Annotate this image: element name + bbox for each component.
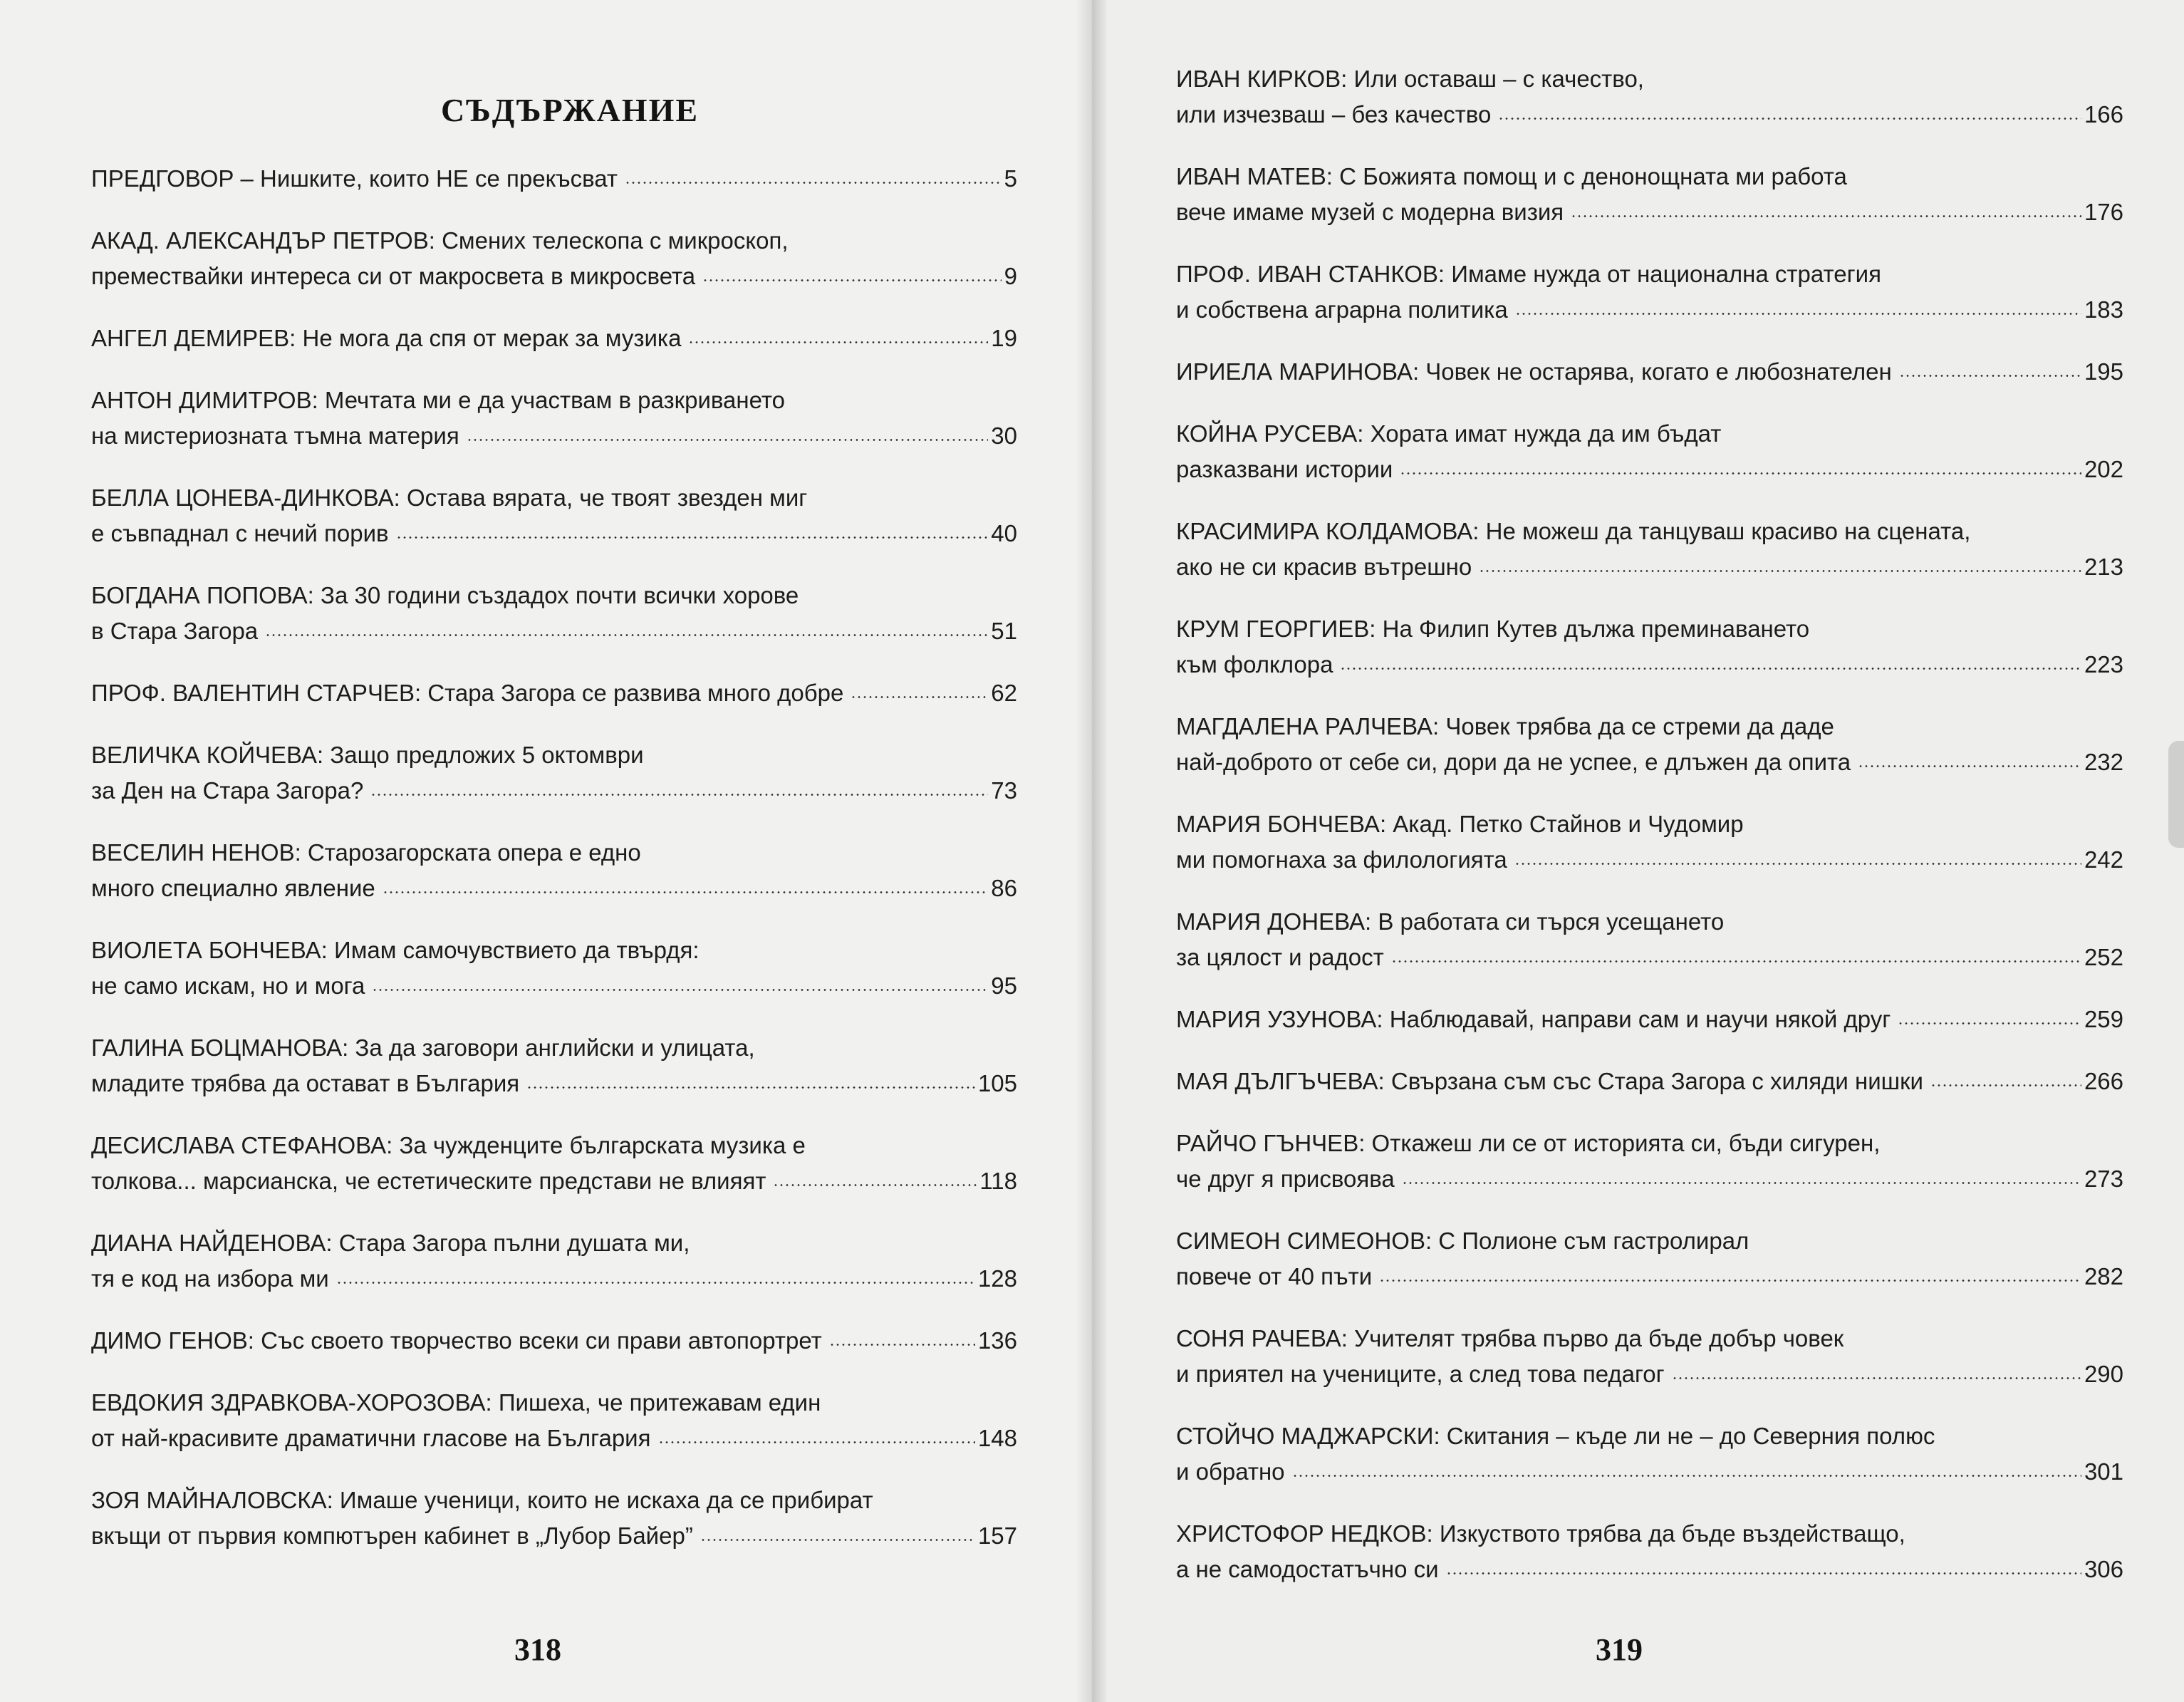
dot-leader <box>1672 1377 2081 1379</box>
toc-entry <box>1176 159 2123 230</box>
toc-entry-line <box>91 968 1017 1004</box>
dot-leader <box>1898 1022 2081 1024</box>
toc-entry-title: МАРИЯ БОНЧЕВА: Акад. Петко Стайнов и Чудомир <box>1176 811 1744 837</box>
toc-entry-line <box>91 383 1017 418</box>
dot-leader <box>1402 1182 2081 1184</box>
toc-entry-title: за цялост и радост <box>1176 944 1384 970</box>
toc-entry-line <box>91 1518 1017 1554</box>
toc-entry-title: и обратно <box>1176 1458 1285 1485</box>
toc-entry-title: ЕВДОКИЯ ЗДРАВКОВА-ХОРОЗОВА: Пишеха, че притежавам един <box>91 1389 821 1416</box>
toc-entry-page: 306 <box>2084 1556 2123 1582</box>
dot-leader <box>1400 472 2081 474</box>
toc-entry-line <box>1176 416 2123 452</box>
toc-entry-title: МАРИЯ УЗУНОВА: Наблюдавай, направи сам и научи някой друг <box>1176 1006 1891 1032</box>
toc-entry-line <box>91 675 1017 711</box>
toc-entry-line <box>91 1483 1017 1518</box>
toc-entry-title: ПРЕДГОВОР – Нишките, които НЕ се прекъсват <box>91 165 618 192</box>
toc-entry-line <box>1176 806 2123 842</box>
toc-entry <box>1176 514 2123 585</box>
toc-entry-page: 118 <box>979 1168 1017 1194</box>
toc-entry-line <box>91 1163 1017 1199</box>
dot-leader <box>702 279 1002 281</box>
right-page <box>1092 0 2184 1702</box>
toc-entry <box>1176 1002 2123 1037</box>
toc-entry-line <box>91 578 1017 613</box>
toc-entry-page: 5 <box>1004 165 1017 192</box>
toc-entry-line <box>91 773 1017 809</box>
toc-entry-title: БОГДАНА ПОПОВА: За 30 години създадох почти всички хорове <box>91 582 799 608</box>
toc-entry-line <box>91 871 1017 906</box>
toc-entry-page: 202 <box>2084 456 2123 482</box>
toc-entry <box>1176 354 2123 390</box>
toc-entry-title: МАЯ ДЪЛГЪЧЕВА: Свързана съм със Стара Загора с хиляди нишки <box>1176 1068 1923 1094</box>
toc-entry-page: 176 <box>2084 199 2123 225</box>
toc-entry-title: и приятел на учениците, а след това педагог <box>1176 1361 1665 1387</box>
toc-entry-title: ако не си красив вътрешно <box>1176 554 1472 580</box>
toc-entry-title: на мистериозната тъмна материя <box>91 422 459 449</box>
toc-entry-title: КРУМ ГЕОРГИЕВ: На Филип Кутев дължа преминаването <box>1176 616 1810 642</box>
toc-entry-page: 86 <box>991 875 1017 901</box>
toc-entry <box>91 161 1017 197</box>
toc-entry <box>91 1225 1017 1297</box>
toc-entry-page: 252 <box>2084 944 2123 970</box>
toc-entry <box>91 835 1017 906</box>
dot-leader <box>467 439 989 441</box>
toc-entry-page: 232 <box>2084 749 2123 775</box>
toc-entry-title: е съвпаднал с нечий порив <box>91 520 389 546</box>
toc-entry-title: разказвани истории <box>1176 456 1393 482</box>
dot-leader <box>396 536 989 539</box>
toc-entry-title: ИВАН КИРКОВ: Или оставаш – с качество, <box>1176 66 1644 92</box>
toc-entry <box>91 578 1017 649</box>
toc-entry <box>1176 904 2123 975</box>
toc-entry <box>91 737 1017 809</box>
toc-entry-line <box>1176 904 2123 940</box>
toc-entry-line <box>91 835 1017 871</box>
toc-entry <box>1176 1321 2123 1392</box>
toc-entry-page: 40 <box>991 520 1017 546</box>
toc-entry-page: 95 <box>991 972 1017 999</box>
dot-leader <box>851 696 988 698</box>
toc-entry-title: или изчезваш – без качество <box>1176 101 1492 128</box>
toc-entry-line <box>1176 1002 2123 1037</box>
toc-entry-page: 136 <box>977 1327 1017 1354</box>
toc-entry-title: КРАСИМИРА КОЛДАМОВА: Не можеш да танцуваш красиво на сцената, <box>1176 518 1971 544</box>
toc-entry <box>91 1385 1017 1456</box>
toc-entry-page: 51 <box>991 618 1017 644</box>
toc-entry-title: СОНЯ РАЧЕВА: Учителят трябва първо да бъде добър човек <box>1176 1325 1844 1351</box>
toc-entry-title: много специално явление <box>91 875 375 901</box>
toc-entry <box>91 480 1017 551</box>
toc-entry-title: КОЙНА РУСЕВА: Хората имат нужда да им бъдат <box>1176 420 1722 447</box>
toc-entry-line <box>91 418 1017 454</box>
toc-entry-page: 195 <box>2084 358 2123 385</box>
toc-entry-line <box>1176 611 2123 647</box>
toc-entry-page: 266 <box>2084 1068 2123 1094</box>
toc-entry <box>91 1128 1017 1199</box>
toc-entry-line <box>1176 452 2123 487</box>
toc-entry-title: ЗОЯ МАЙНАЛОВСКА: Имаше ученици, които не искаха да се прибират <box>91 1487 873 1513</box>
toc-entry-title: МАГДАЛЕНА РАЛЧЕВА: Човек трябва да се стреми да даде <box>1176 713 1834 740</box>
toc-entry-line <box>1176 1126 2123 1161</box>
page-number-right: 319 <box>1596 1632 1643 1667</box>
dot-leader <box>526 1086 975 1089</box>
toc-entry <box>91 321 1017 356</box>
dot-leader <box>1479 570 2081 572</box>
toc-entry-title: и собствена аграрна политика <box>1176 296 1508 323</box>
toc-entry-line <box>1176 1356 2123 1392</box>
toc-entry-line <box>1176 159 2123 194</box>
toc-entry-line <box>1176 1418 2123 1454</box>
toc-entry-line <box>1176 1552 2123 1587</box>
toc-entry <box>1176 611 2123 683</box>
toc-entry-title: ВИОЛЕТА БОНЧЕВА: Имам самочувствието да твърдя: <box>91 937 700 963</box>
dot-leader <box>700 1539 975 1541</box>
toc-entry-line <box>91 933 1017 968</box>
toc-entry-title: АНТОН ДИМИТРОВ: Мечтата ми е да участвам в разкриването <box>91 387 785 413</box>
toc-entry <box>91 675 1017 711</box>
toc-entry-line <box>91 1385 1017 1421</box>
toc-entry-title: в Стара Загора <box>91 618 259 644</box>
dot-leader <box>688 341 988 343</box>
toc-entry-page: 166 <box>2084 101 2123 128</box>
toc-entry-title: не само искам, но и мога <box>91 972 365 999</box>
dot-leader <box>383 891 989 893</box>
toc-entry-line <box>91 259 1017 294</box>
dot-leader <box>1391 960 2081 962</box>
toc-entry-line <box>91 613 1017 649</box>
toc-entry-title: към фолклора <box>1176 651 1333 678</box>
toc-entry-title: РАЙЧО ГЪНЧЕВ: Откажеш ли се от историята си, бъди сигурен, <box>1176 1130 1881 1156</box>
toc-entry-line <box>1176 1259 2123 1294</box>
toc-entry-title: ДЕСИСЛАВА СТЕФАНОВА: За чужденците българската музика е <box>91 1132 806 1158</box>
toc-entry <box>1176 1223 2123 1294</box>
dot-leader <box>1858 765 2081 767</box>
toc-entry-title: премествайки интереса си от макросвета в микросвета <box>91 263 696 289</box>
toc-entry-line <box>91 480 1017 516</box>
toc-entry-title: повече от 40 пъти <box>1176 1263 1373 1290</box>
dot-leader <box>625 182 1002 184</box>
toc-entry-title: ИВАН МАТЕВ: С Божията помощ и с денонощната ми работа <box>1176 163 1847 190</box>
toc-entry-title: а не самодостатъчно си <box>1176 1556 1439 1582</box>
toc-entry <box>1176 1064 2123 1099</box>
dot-leader <box>1446 1572 2081 1574</box>
toc-entry-title: ПРОФ. ВАЛЕНТИН СТАРЧЕВ: Стара Загора се развива много добре <box>91 680 844 706</box>
toc-entry-page: 105 <box>977 1070 1017 1096</box>
toc-entry-line <box>91 161 1017 197</box>
dot-leader <box>1571 215 2081 217</box>
toc-entry-line <box>1176 292 2123 328</box>
toc-entry <box>1176 256 2123 328</box>
toc-entry-line <box>91 516 1017 551</box>
toc-entry-page: 273 <box>2084 1166 2123 1192</box>
toc-entry <box>1176 1516 2123 1587</box>
toc-entry-page: 9 <box>1004 263 1017 289</box>
toc-entry-title: ми помогнаха за филологията <box>1176 846 1507 873</box>
toc-entry-line <box>91 1030 1017 1066</box>
dot-leader <box>1899 375 2081 377</box>
toc-entry-line <box>91 1421 1017 1456</box>
toc-entry-line <box>1176 647 2123 683</box>
toc-entry-line <box>1176 842 2123 878</box>
toc-entry-page: 301 <box>2084 1458 2123 1485</box>
toc-entry-page: 282 <box>2084 1263 2123 1290</box>
toc-entry <box>1176 1418 2123 1490</box>
dot-leader <box>1930 1084 2081 1086</box>
toc-entry-line <box>91 1128 1017 1163</box>
toc-entry-page: 223 <box>2084 651 2123 678</box>
toc-entry-line <box>91 1066 1017 1101</box>
toc-entry-title: ИРИЕЛА МАРИНОВА: Човек не остарява, когато е любознателен <box>1176 358 1892 385</box>
toc-entry-line <box>1176 940 2123 975</box>
toc-entry-title: най-доброто от себе си, дори да не успее, е длъжен да опита <box>1176 749 1851 775</box>
toc-entry-title: ГАЛИНА БОЦМАНОВА: За да заговори английски и улицата, <box>91 1034 755 1061</box>
toc-list-left <box>91 161 1017 1580</box>
toc-entry-title: СИМЕОН СИМЕОНОВ: С Полионе съм гастролирал <box>1176 1228 1749 1254</box>
toc-entry-title: ПРОФ. ИВАН СТАНКОВ: Имаме нужда от национална стратегия <box>1176 261 1881 287</box>
toc-entry-title: вече имаме музей с модерна визия <box>1176 199 1564 225</box>
toc-entry <box>91 223 1017 294</box>
toc-entry-line <box>1176 354 2123 390</box>
toc-entry-line <box>1176 549 2123 585</box>
toc-entry <box>1176 709 2123 780</box>
dot-leader <box>1515 313 2081 315</box>
toc-entry-page: 73 <box>991 777 1017 804</box>
toc-entry-page: 259 <box>2084 1006 2123 1032</box>
toc-entry-title: вкъщи от първия компютърен кабинет в „Лубор Байер” <box>91 1522 693 1549</box>
toc-entry-page: 183 <box>2084 296 2123 323</box>
toc-entry-line <box>91 1323 1017 1359</box>
toc-entry-line <box>1176 1161 2123 1197</box>
toc-entry-line <box>91 737 1017 773</box>
toc-entry-page: 242 <box>2084 846 2123 873</box>
toc-entry-page: 290 <box>2084 1361 2123 1387</box>
toc-entry-line <box>1176 744 2123 780</box>
toc-entry-line <box>1176 256 2123 292</box>
toc-entry <box>1176 806 2123 878</box>
toc-entry-title: ДИАНА НАЙДЕНОВА: Стара Загора пълни душата ми, <box>91 1230 690 1256</box>
dot-leader <box>265 634 988 636</box>
toc-entry-line <box>1176 1516 2123 1552</box>
toc-entry-title: от най-красивите драматични гласове на България <box>91 1425 651 1451</box>
toc-entry-page: 157 <box>977 1522 1017 1549</box>
toc-entry-line <box>1176 61 2123 97</box>
toc-entry-title: ХРИСТОФОР НЕДКОВ: Изкуството трябва да бъде въздействащо, <box>1176 1520 1905 1547</box>
toc-entry-line <box>91 223 1017 259</box>
toc-entry-line <box>1176 1064 2123 1099</box>
toc-entry <box>91 933 1017 1004</box>
toc-entry-title: СТОЙЧО МАДЖАРСКИ: Скитания – къде ли не – до Северния полюс <box>1176 1423 1935 1449</box>
toc-entry <box>91 1030 1017 1101</box>
toc-entry-page: 213 <box>2084 554 2123 580</box>
toc-list-right <box>1176 61 2123 1614</box>
toc-entry <box>91 1323 1017 1359</box>
toc-entry-title: младите трябва да остават в България <box>91 1070 520 1096</box>
toc-entry-page: 19 <box>991 325 1017 351</box>
toc-entry-line <box>1176 1223 2123 1259</box>
toc-entry-page: 148 <box>977 1425 1017 1451</box>
dot-leader <box>1340 668 2081 670</box>
dot-leader <box>1379 1280 2081 1282</box>
toc-entry <box>91 1483 1017 1554</box>
toc-entry <box>1176 1126 2123 1197</box>
dot-leader <box>829 1344 975 1346</box>
toc-entry-title: АНГЕЛ ДЕМИРЕВ: Не мога да спя от мерак за музика <box>91 325 682 351</box>
toc-entry-line <box>1176 194 2123 230</box>
dot-leader <box>1292 1475 2081 1477</box>
toc-entry-page: 62 <box>991 680 1017 706</box>
toc-entry-page: 30 <box>991 422 1017 449</box>
toc-entry-line <box>1176 1454 2123 1490</box>
toc-entry-title: ДИМО ГЕНОВ: Със своето творчество всеки си прави автопортрет <box>91 1327 822 1354</box>
toc-entry-line <box>1176 709 2123 744</box>
toc-entry-line <box>1176 1321 2123 1356</box>
toc-entry <box>1176 416 2123 487</box>
toc-entry-title: тя е код на избора ми <box>91 1265 329 1292</box>
dot-leader <box>773 1184 977 1186</box>
toc-entry-line <box>91 321 1017 356</box>
toc-entry-title: МАРИЯ ДОНЕВА: В работата си търся усещането <box>1176 908 1725 935</box>
toc-entry-title: че друг я присвоява <box>1176 1166 1395 1192</box>
dot-leader <box>1498 118 2081 120</box>
toc-entry-title: ВЕСЕЛИН НЕНОВ: Старозагорската опера е едно <box>91 839 641 866</box>
toc-entry <box>91 383 1017 454</box>
book-gutter <box>1076 0 1108 1702</box>
toc-entry-page: 128 <box>977 1265 1017 1292</box>
toc-entry-line <box>1176 514 2123 549</box>
dot-leader <box>1514 863 2081 865</box>
dot-leader <box>336 1282 975 1284</box>
toc-entry-line <box>91 1261 1017 1297</box>
toc-entry-line <box>91 1225 1017 1261</box>
toc-entry <box>1176 61 2123 133</box>
toc-entry-line <box>1176 97 2123 133</box>
toc-entry-title: за Ден на Стара Загора? <box>91 777 364 804</box>
page-number-left: 318 <box>514 1632 561 1667</box>
toc-entry-title: БЕЛЛА ЦОНЕВА-ДИНКОВА: Остава вярата, че твоят звезден миг <box>91 484 808 511</box>
toc-entry-title: АКАД. АЛЕКСАНДЪР ПЕТРОВ: Смених телескопа с микроскоп, <box>91 227 789 254</box>
dot-leader <box>658 1441 975 1443</box>
dot-leader <box>370 794 988 796</box>
toc-entry-title: ВЕЛИЧКА КОЙЧЕВА: Защо предложих 5 октомври <box>91 742 644 768</box>
page-title: СЪДЪРЖАНИЕ <box>440 92 700 128</box>
dot-leader <box>372 989 988 991</box>
toc-entry-title: толкова... марсианска, че естетическите представи не влияят <box>91 1168 766 1194</box>
page-edge-tab <box>2168 741 2184 848</box>
